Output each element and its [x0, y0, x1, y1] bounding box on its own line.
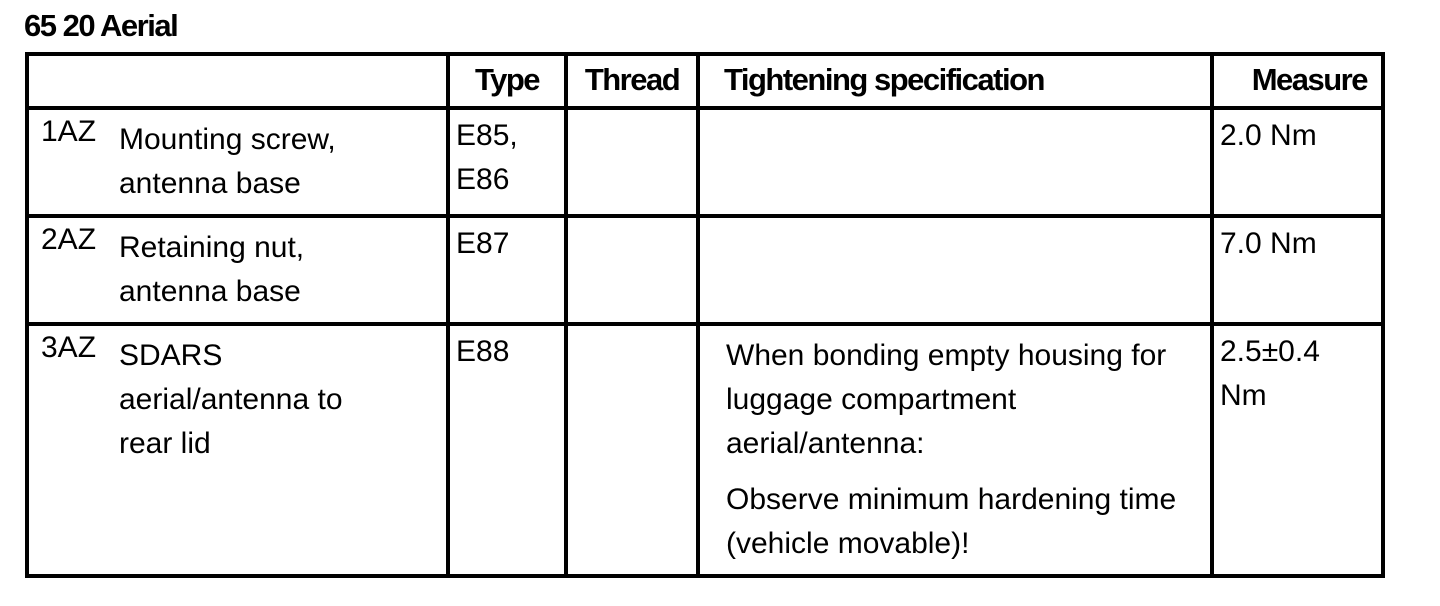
header-blank: [27, 54, 448, 108]
table-row: [27, 216, 1383, 324]
cell-line: Observe minimum hardening time (vehicle movable)!: [726, 483, 1177, 560]
cell-line: rear lid: [119, 427, 211, 460]
header-measure: Measure: [1212, 54, 1383, 108]
cell-line: Mounting screw,: [119, 123, 336, 156]
measure-cell: [1212, 324, 1383, 576]
tightening-spec-cell: [698, 108, 1212, 216]
measure-cell: [1212, 108, 1383, 216]
type-cell: [448, 108, 566, 216]
item-id-cell: [27, 324, 119, 576]
item-id: 2AZ: [41, 223, 97, 256]
thread-cell: [566, 108, 698, 216]
thread-cell: [566, 216, 698, 324]
measure-cell: [1212, 216, 1383, 324]
cell-line: antenna base: [119, 167, 301, 200]
torque-spec-table: [25, 52, 1385, 578]
description-cell: [119, 108, 448, 216]
cell-line: E85,: [456, 119, 518, 152]
cell-line: E87: [456, 227, 510, 260]
cell-line: Nm: [1220, 379, 1267, 412]
header-thread: Thread: [566, 54, 698, 108]
tightening-spec-cell: [698, 324, 1212, 576]
item-id: 3AZ: [41, 331, 97, 364]
description-cell: [119, 324, 448, 576]
cell-line: antenna base: [119, 275, 301, 308]
cell-line: SDARS: [119, 339, 223, 372]
cell-line: 2.0 Nm: [1220, 119, 1317, 152]
tightening-spec-cell: [698, 216, 1212, 324]
item-id-cell: [27, 108, 119, 216]
cell-line: Retaining nut,: [119, 231, 305, 264]
header-type: Type: [448, 54, 566, 108]
header-row: [27, 54, 1383, 108]
description-cell: [119, 216, 448, 324]
type-cell: [448, 216, 566, 324]
cell-line: E86: [456, 163, 510, 196]
type-cell: [448, 324, 566, 576]
cell-line: aerial/antenna to: [119, 383, 343, 416]
cell-line: E88: [456, 335, 510, 368]
page-title: 65 20 Aerial: [24, 8, 178, 43]
item-id: 1AZ: [41, 115, 97, 148]
thread-cell: [566, 324, 698, 576]
cell-line: 2.5±0.4: [1220, 335, 1320, 368]
cell-line: 7.0 Nm: [1220, 227, 1317, 260]
header-tightening-spec: Tightening specification: [698, 54, 1212, 108]
cell-line: When bonding empty housing for luggage compartment aerial/antenna:: [726, 339, 1167, 460]
item-id-cell: [27, 216, 119, 324]
table-row: [27, 324, 1383, 576]
table-row: [27, 108, 1383, 216]
